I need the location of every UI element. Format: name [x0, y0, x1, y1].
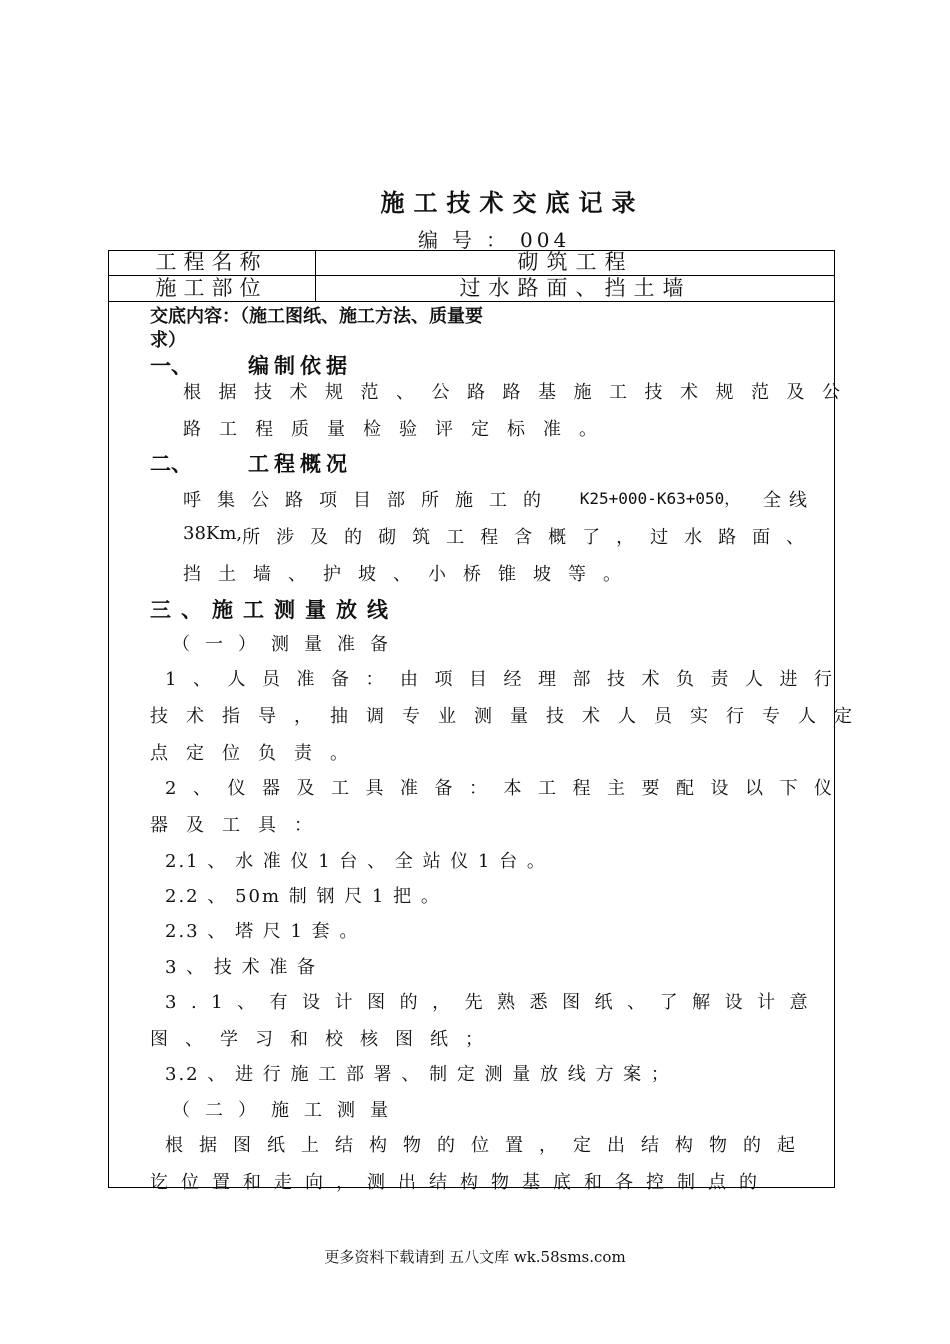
section-1-heading	[150, 350, 352, 380]
item-2-line-2: 器及工具：	[150, 815, 330, 836]
footer-note: 更多资料下载请到 五八文库 wk.58sms.com	[324, 1248, 626, 1266]
item-1-line-3: 点定位负责。	[150, 743, 366, 764]
item-1-line-2: 技术指导，抽调专业测量技术人员实行专人定	[150, 706, 870, 727]
section-2-length: 38Km,	[183, 523, 243, 544]
document-number-label: 编号：	[418, 228, 520, 252]
project-name-value: 砌筑工程	[517, 250, 634, 274]
section-2-text-c: 全线	[763, 490, 815, 511]
item-3: 3 、 技 术 准 备	[165, 957, 318, 978]
document-number	[418, 224, 570, 253]
document-title: 施工技术交底记录	[380, 188, 645, 217]
section-2-text-b: 所涉及的砌筑工程含概了，过水路面、	[242, 527, 821, 548]
construction-part-label: 施工部位	[108, 276, 316, 301]
section-3-heading: 三、施工测量放线	[150, 597, 398, 622]
item-3-1-line-2: 图、学习和校核图纸；	[150, 1029, 500, 1050]
section-2-paragraph-line-1	[183, 486, 815, 512]
section-1-paragraph-line-2: 路工程质量检验评定标准。	[183, 419, 615, 440]
section-2-number: 二、	[150, 451, 192, 476]
item-2-1: 2.1 、 水 准 仪 1 台 、 全 站 仪 1 台 。	[165, 851, 547, 872]
section-2-heading	[150, 448, 352, 478]
measurement-paragraph-line-1: 根据图纸上结构物的位置，定出结构物的起	[165, 1135, 811, 1156]
section-2-text-a: 呼集公路项目部所施工的	[183, 490, 557, 511]
item-2-2: 2.2 、 50m 制 钢 尺 1 把 。	[165, 886, 441, 907]
section-2-title: 工程概况	[248, 451, 352, 476]
table-row-construction-part	[108, 276, 835, 302]
intro-line	[150, 302, 815, 328]
item-1-line-1: 1、人员准备：由项目经理部技术负责人进行	[165, 669, 849, 690]
construction-part-value: 过水路面、挡土墙	[459, 276, 692, 300]
subsection-2-heading: （二）施工测量	[172, 1100, 403, 1121]
intro-continuation: 求）	[150, 330, 186, 351]
project-name-label: 工程名称	[108, 250, 316, 275]
measurement-paragraph-line-2: 讫位置和走向，测出结构物基底和各控制点的	[150, 1172, 770, 1193]
item-2-line-1: 2、仪器及工具准备：本工程主要配设以下仪	[165, 778, 849, 799]
item-2-3: 2.3 、 塔 尺 1 套 。	[165, 921, 360, 942]
subsection-1-heading: （一）测量准备	[172, 634, 403, 655]
section-2-paragraph-line-2	[183, 523, 821, 549]
section-1-number: 一、	[150, 353, 192, 378]
item-3-2: 3.2 、 进 行 施 工 部 署 、 制 定 测 量 放 线 方 案 ；	[165, 1064, 671, 1085]
document-number-value: 004	[520, 228, 571, 252]
section-1-title: 编制依据	[248, 353, 352, 378]
section-2-paragraph-line-3: 挡土墙、护坡、小桥锥坡等。	[183, 564, 638, 585]
item-3-1-line-1: 3.1、有设计图的，先熟悉图纸、了解设计意	[165, 992, 823, 1013]
intro-text: 交底内容：（施工图纸、施工方法、质量要	[150, 306, 483, 327]
section-2-mileage: K25+000-K63+050，	[579, 489, 741, 508]
table-row-project-name	[108, 250, 835, 276]
section-1-paragraph-line-1: 根据技术规范、公路路基施工技术规范及公	[183, 382, 858, 403]
